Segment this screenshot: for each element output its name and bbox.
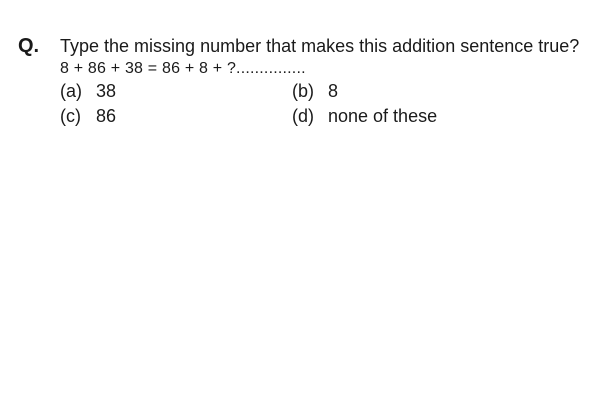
option-c[interactable]	[60, 104, 116, 129]
question-equation: 8 + 86 + 38 = 86 + 8 + ?...............	[60, 60, 306, 77]
option-a[interactable]	[60, 79, 116, 104]
question-text: Type the missing number that makes this addition sentence true?	[60, 36, 580, 56]
option-a-key: (a)	[60, 81, 82, 101]
option-d[interactable]	[292, 104, 437, 129]
option-d-key: (d)	[292, 106, 314, 126]
option-d-value: none of these	[328, 106, 438, 126]
answer-options	[60, 79, 588, 131]
option-b-value: 8	[328, 81, 339, 101]
option-c-value: 86	[96, 106, 117, 126]
option-c-key: (c)	[60, 106, 81, 126]
option-b-key: (b)	[292, 81, 314, 101]
question-label: Q.	[18, 35, 40, 57]
option-b[interactable]	[292, 79, 338, 104]
option-a-value: 38	[96, 81, 117, 101]
question-body	[60, 34, 588, 131]
